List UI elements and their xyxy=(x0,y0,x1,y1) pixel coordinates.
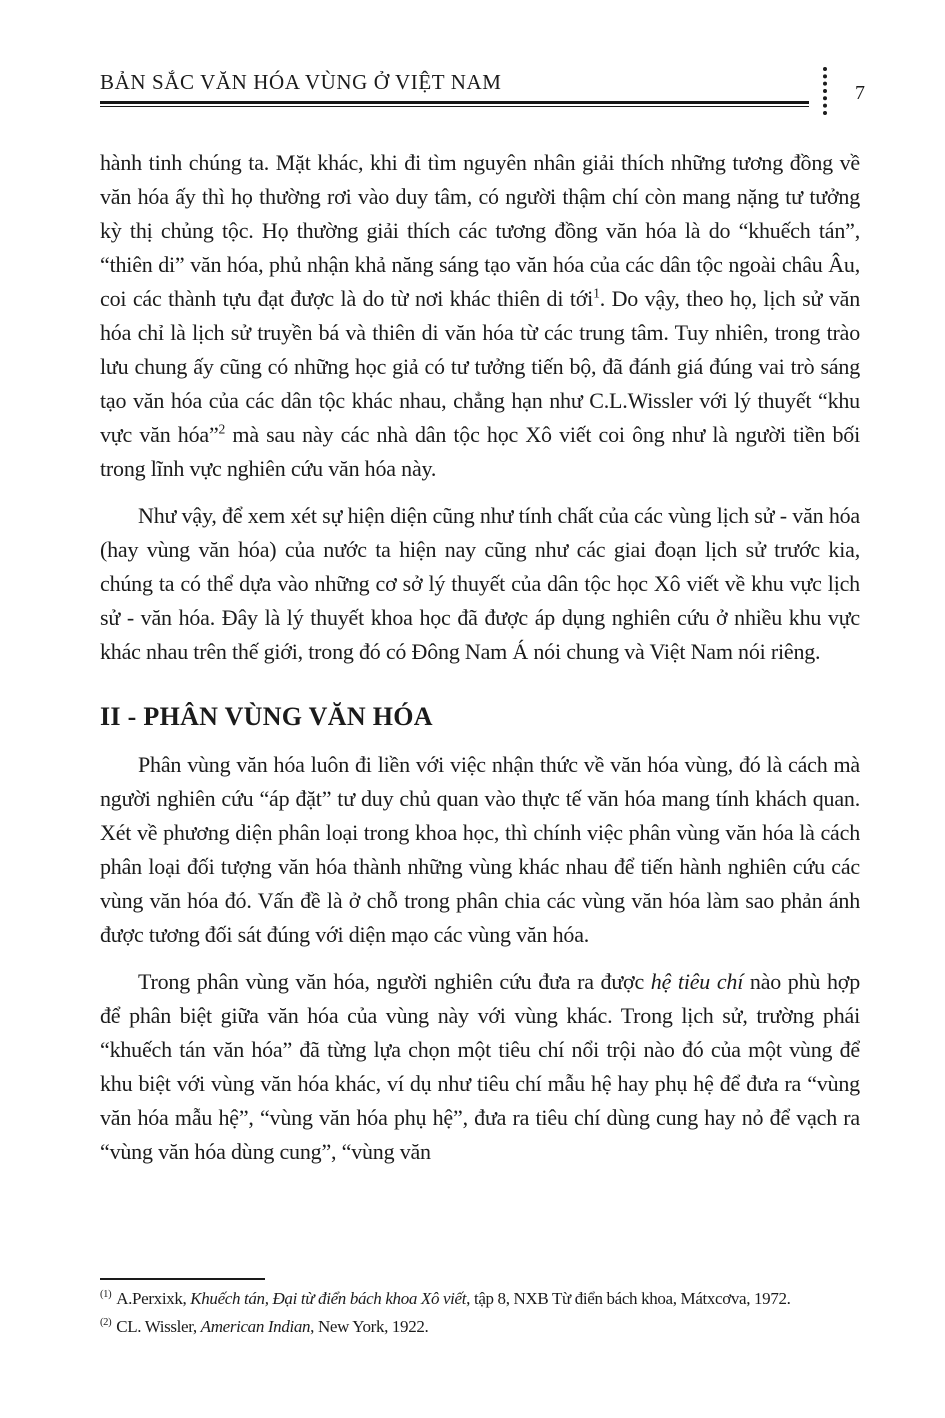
footnote-marker: (2) xyxy=(100,1317,112,1329)
footnote-marker: (1) xyxy=(100,1289,112,1301)
footnote-text: CL. Wissler, American Indian, New York, 1922. xyxy=(116,1317,429,1336)
footnotes xyxy=(100,1278,900,1341)
running-title-block xyxy=(100,70,809,107)
footnote-separator xyxy=(100,1278,265,1280)
footnote xyxy=(100,1285,900,1313)
header-rule xyxy=(100,101,809,107)
paragraph: Phân vùng văn hóa luôn đi liền với việc nhận thức về văn hóa vùng, đó là cách mà người nghiên cứu “áp đặt” tư duy chủ quan vào thực tế văn hóa mang tính khách quan. Xét về phương diện phân loại trong khoa học, thì chính việc phân vùng văn hóa là cách phân loại đối tượng văn hóa thành những vùng khác nhau để tiến hành nghiên cứu các vùng văn hóa đó. Vấn đề là ở chỗ trong phân chia các vùng văn hóa làm sao phản ánh được tương đối sát đúng với diện mạo các vùng văn hóa. xyxy=(100,752,860,948)
page-number: 7 xyxy=(855,82,865,104)
paragraph: Như vậy, để xem xét sự hiện diện cũng như tính chất của các vùng lịch sử - văn hóa (hay vùng văn hóa) của nước ta hiện nay cũng như các giai đoạn lịch sử trước kia, chúng ta có thể dựa vào những cơ sở lý thuyết của dân tộc học Xô viết về khu vực lịch sử - văn hóa. Đây là lý thuyết khoa học đã được áp dụng nghiên cứu ở nhiều khu vực khác nhau trên thế giới, trong đó có Đông Nam Á nói chung và Việt Nam nói riêng. xyxy=(100,503,860,664)
footnote xyxy=(100,1313,900,1341)
paragraph: Trong phân vùng văn hóa, người nghiên cứu đưa ra được hệ tiêu chí nào phù hợp để phân biệt giữa văn hóa của vùng này với vùng khác. Trong lịch sử, trường phái “khuếch tán văn hóa” đã từng lựa chọn một tiêu chí nổi trội nào đó của một vùng để khu biệt với vùng văn hóa khác, ví dụ như tiêu chí mẫu hệ hay phụ hệ để đưa ra “vùng văn hóa mẫu hệ”, “vùng văn hóa phụ hệ”, đưa ra tiêu chí dùng cung hay nỏ để vạch ra “vùng văn hóa dùng cung”, “vùng văn xyxy=(100,969,860,1165)
paragraph-continuation: hành tinh chúng ta. Mặt khác, khi đi tìm nguyên nhân giải thích những tương đồng về văn hóa ấy thì họ thường rơi vào duy tâm, có người thậm chí còn mang nặng tư tưởng kỳ thị chủng tộc. Họ thường giải thích các tương đồng văn hóa là do “khuếch tán”, “thiên di” văn hóa, phủ nhận khả năng sáng tạo văn hóa của các dân tộc ngoài châu Âu, coi các thành tựu đạt được là do từ nơi khác thiên di tới$^1$. Do vậy, theo họ, lịch sử văn hóa chỉ là lịch sử truyền bá và thiên di văn hóa từ các trung tâm. Tuy nhiên, trong trào lưu chung ấy cũng có những học giả có tư tưởng tiến bộ, đã đánh giá đúng vai trò sáng tạo văn hóa của các dân tộc khác nhau, chẳng hạn như C.L.Wissler với lý thuyết “khu vực văn hóa”$^2$ mà sau này các nhà dân tộc học Xô viết coi ông như là người tiền bối trong lĩnh vực nghiên cứu văn hóa này. xyxy=(100,150,860,481)
running-title: BẢN SẮC VĂN HÓA VÙNG Ở VIỆT NAM xyxy=(100,70,502,94)
page-body xyxy=(100,146,860,1274)
footnote-text: A.Perxixk, Khuếch tán, Đại từ điển bách khoa Xô viết, tập 8, NXB Từ điển bách khoa, Mátxcơva, 1972. xyxy=(116,1289,791,1308)
page-header xyxy=(100,70,893,115)
section-heading: II - PHÂN VÙNG VĂN HÓA xyxy=(100,702,433,731)
